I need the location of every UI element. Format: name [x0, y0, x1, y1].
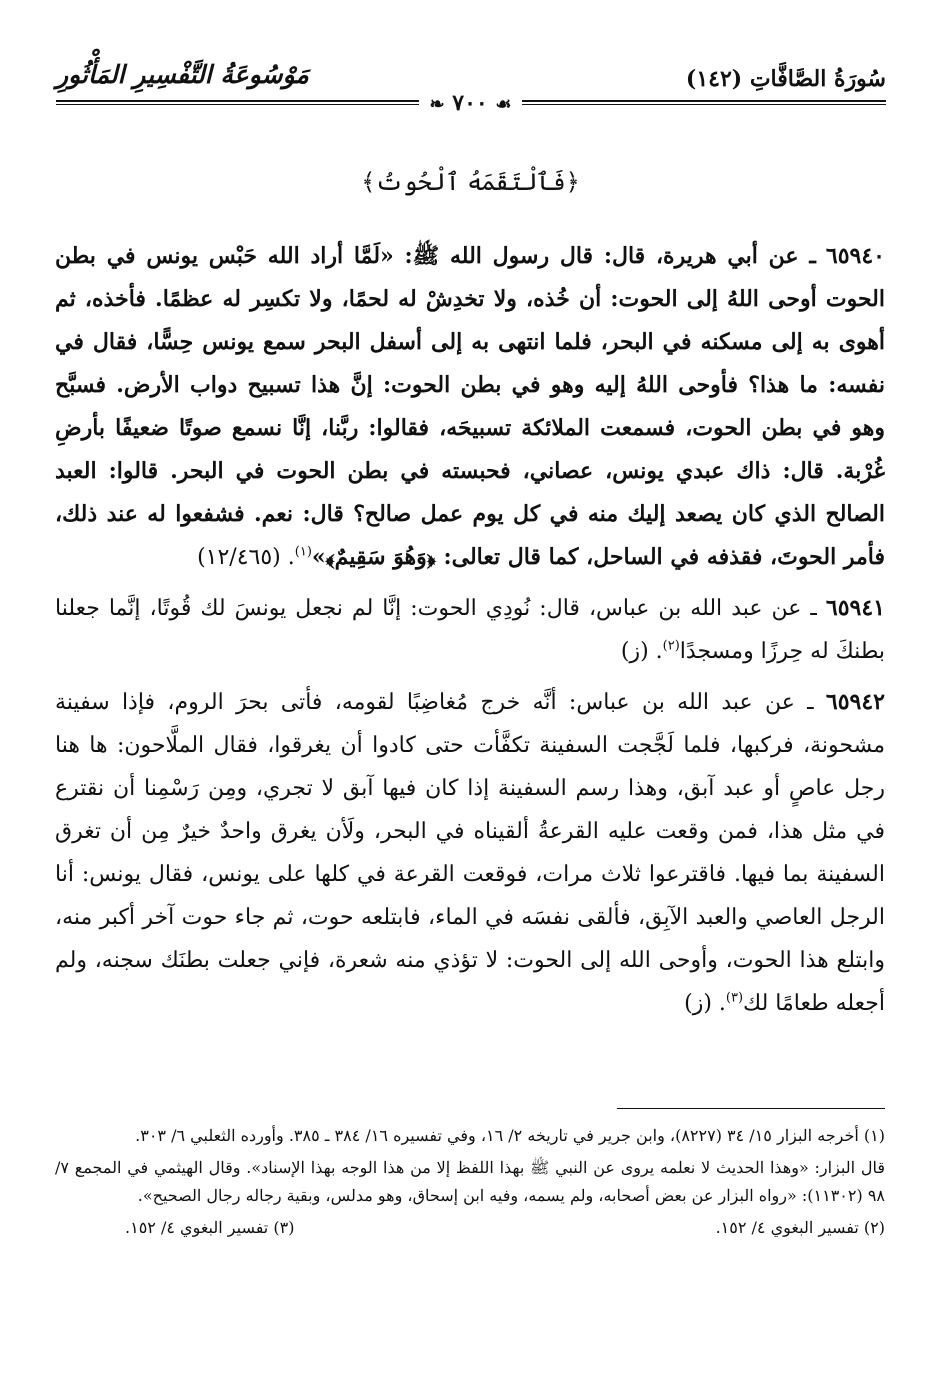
footnote-2: (٢) تفسير البغوي ٤/ ١٥٢.: [715, 1218, 885, 1237]
verse-heading: ﴿فَٱلْتَقَمَهُ ٱلْحُوتُ﴾: [361, 168, 580, 196]
footnote-marker[interactable]: (٢): [662, 638, 680, 654]
footnote-marker[interactable]: (١): [294, 544, 312, 560]
footnote-separator: [617, 1108, 885, 1109]
footnote-3: (٣) تفسير البغوي ٤/ ١٥٢.: [125, 1218, 295, 1237]
hadith-text: ـ عن أبي هريرة، قال: قال رسول الله ﷺ: «لَمَّا أراد الله حَبْس يونس في بطن الحوت أوحى اللهُ إلى الحوت: أن خُذه، ولا تخدِشْ له لحمًا، ولا تكسِر له عظمًا. فأخذه، ثم أهوى به إلى مسكنه في البحر، فلما انتهى به إلى أسفل البحر سمع يونس حِسًّا، فقال في نفسه: ما هذا؟ فأوحى اللهُ إليه وهو في بطن الحوت: إنَّ هذا تسبيح دواب الأرض. فسبَّح وهو في بطن الحوت، فسمعت الملائكة تسبيحَه، فقالوا: ربَّنا، إنَّا نسمع صوتًا ضعيفًا بأرضِ غُرْبة. قال: ذاك عبدي يونس، عصاني، فحبسته في بطن الحوت في البحر. قالوا: العبد الصالح الذي كان يصعد إليك منه في كل يوم عمل صالح؟ قال: نعم. فشفعوا له عند ذلك، فأمر الحوتَ، فقذفه في الساحل، كما قال تعالى: ﴿وَهُوَ سَقِيمٌ﴾»: [55, 243, 885, 570]
hadith-text: ـ عن عبد الله بن عباس، قال: نُودِي الحوت: إنَّا لم نجعل يونسَ لك قُوتًا، إنَّما جعلنا بطنكَ له حِرزًا ومسجدًا: [55, 596, 885, 664]
book-title-header: مَوْسُوعَةُ التَّفْسِيرِ المَأْثُورِ: [56, 60, 309, 89]
footnote-row: [125, 1214, 885, 1242]
hadith-reference: . (١٢/٤٦٥): [197, 545, 295, 570]
page-number-text: ٧٠٠: [452, 90, 488, 116]
hadith-text: ـ عن عبد الله بن عباس: أنَّه خرج مُغاضِبًا لقومه، فأتى بحرَ الروم، فإذا سفينة مشحونة، فركبها، فلما لَجَّجت السفينة تكفَّأت حتى كادوا أن يغرقوا، فقال الملَّاحون: ها هنا رجل عاصٍ أو عبد آبق، وهذا رسم السفينة إذا كان فيها آبق لا تجري، ومِن رَسْمِنا أن نقترع في مثل هذا، فمن وقعت عليه القرعةُ ألقيناه في البحر، ولَأن يغرق واحدٌ خيرٌ مِن أن تغرق السفينة بما فيها. فاقترعوا ثلاث مرات، فوقعت القرعة في كلها على يونس، فقال يونس: أنا الرجل العاصي والعبد الآبِق، فألقى نفسَه في الماء، فابتلعه حوت، ثم جاء حوت آخر أكبر منه، وابتلع هذا الحوت، وأوحى الله إلى الحوت: لا تؤذي منه شعرة، فإني جعلت بطنَك سجنه، ولم أجعله طعامًا لك: [55, 690, 885, 1016]
hadith-entry: [55, 681, 885, 1025]
hadith-reference: . (ز): [620, 639, 663, 664]
footnote-marker[interactable]: (٣): [725, 990, 744, 1006]
ornament-right-icon: ☙: [495, 94, 512, 115]
hadith-number: ٦٥٩٤٠: [825, 243, 885, 269]
surah-header: سُورَةُ الصَّافَّاتِ (١٤٢): [685, 66, 886, 92]
hadith-entry: [55, 587, 885, 673]
page-number: [419, 90, 521, 116]
footnotes: [55, 1122, 885, 1242]
footnote-1-continued: قال البزار: «وهذا الحديث لا نعلمه يروى عن النبي ﷺ بهذا اللفظ إلا من هذا الوجه بهذا الإسناد». وقال الهيثمي في المجمع ٧/ ٩٨ (١١٣٠٢): «رواه البزار عن بعض أصحابه، ولم يسمه، وفيه ابن إسحاق، وهو مدلس، وبقية رجاله رجال الصحيح».: [55, 1158, 885, 1205]
hadith-number: ٦٥٩٤١: [825, 595, 885, 621]
ornament-left-icon: ❧: [429, 94, 445, 115]
hadith-number: ٦٥٩٤٢: [825, 689, 885, 715]
hadith-list: [55, 235, 885, 1033]
hadith-reference: . (ز): [684, 991, 726, 1016]
page-number-box: [0, 90, 941, 116]
hadith-entry: [55, 235, 885, 579]
footnote-1: (١) أخرجه البزار ١٥/ ٣٤ (٨٢٢٧)، وابن جرير في تاريخه ٢/ ١٦، وفي تفسيره ١٦/ ٣٨٤ ـ ٣٨٥. وأورده الثعلبي ٦/ ٣٠٣.: [135, 1126, 885, 1145]
